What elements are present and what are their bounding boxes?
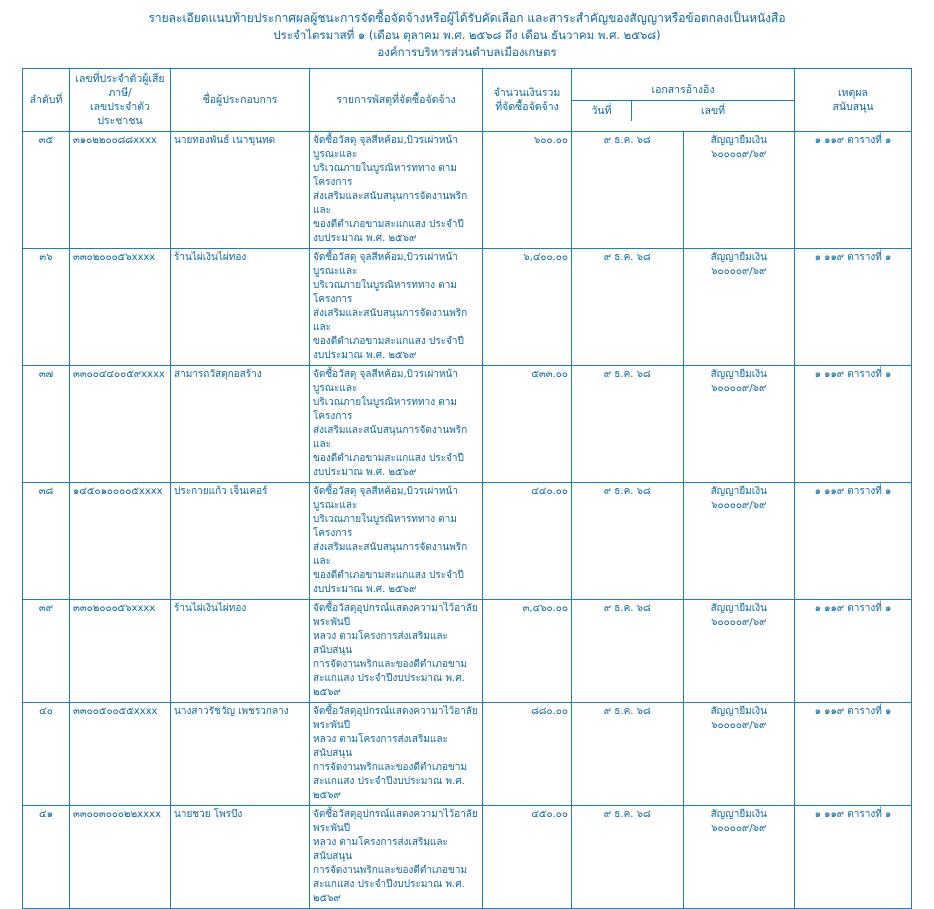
- description-line: บริเวณภายในบูรณิหารททาง ตามโครงการ: [313, 514, 457, 539]
- cell-ref-date: ๙ ธ.ค. ๖๘: [572, 366, 684, 483]
- cell-name: นางสาวรัชวัญ เพชรวกลาง: [171, 703, 310, 806]
- description-line: จัดซื้อวัสดุ จุลสีหค้อม,บิวรเผ่าหน้าบูรณะและ: [313, 486, 458, 511]
- cell-name: ร้านไผ่เงินไผ่ทอง: [171, 600, 310, 703]
- table-row: [23, 366, 912, 483]
- cell-ref-no: สัญญายืมเงิน ๖๐๐๐๐๙/๖๙: [683, 600, 795, 703]
- cell-taxid: ๓๓๐๐๓๐๐๐๒๒xxxx: [70, 806, 171, 909]
- procurement-table: [22, 68, 912, 909]
- cell-reason: ๑ ๑๑๙ ตารางที่ ๑: [795, 703, 912, 806]
- table-row: [23, 483, 912, 600]
- description-line: ของดีตำเภอขามสะแกแสง ประจำปี: [313, 336, 464, 347]
- col-header-reason: [795, 69, 912, 132]
- description-line: การจัดงานพริกและของดีตำเภอขาม: [313, 865, 468, 876]
- document-header: [22, 10, 912, 61]
- cell-name: ร้านไผ่เงินไผ่ทอง: [171, 249, 310, 366]
- col-header-amount-line2: ที่จัดซื้อจัดจ้าง: [495, 101, 559, 113]
- cell-name: นายชวย โพรบึง: [171, 806, 310, 909]
- table-header: [23, 69, 912, 132]
- cell-reason: ๑ ๑๑๙ ตารางที่ ๑: [795, 132, 912, 249]
- col-header-taxid-line2: เลขประจำตัวประชาชน: [90, 101, 150, 127]
- description-line: สะแกแสง ประจำปีงบประมาณ พ.ศ. ๒๕๖๙: [313, 776, 465, 801]
- table-row: [23, 249, 912, 366]
- description-line: งบประมาณ พ.ศ. ๒๕๖๙: [313, 467, 417, 478]
- cell-reason: ๑ ๑๑๙ ตารางที่ ๑: [795, 806, 912, 909]
- cell-description: [310, 132, 483, 249]
- cell-no: ๓๖: [23, 249, 70, 366]
- cell-description: [310, 249, 483, 366]
- cell-ref-date: ๙ ธ.ค. ๖๘: [572, 703, 684, 806]
- description-line: งบประมาณ พ.ศ. ๒๕๖๙: [313, 350, 417, 361]
- description-line: งบประมาณ พ.ศ. ๒๕๖๙: [313, 233, 417, 244]
- header-line-1: รายละเอียดแนบท้ายประกาศผลผู้ชนะการจัดซื้อจัดจ้างหรือผู้ได้รับคัดเลือก และสาระสำคัญของสัญญาหรือข้อตกลงเป็นหนังสือ: [148, 11, 786, 25]
- cell-no: ๓๘: [23, 483, 70, 600]
- cell-name: สามารถวัสดุกอสร้าง: [171, 366, 310, 483]
- col-header-amount: [483, 69, 572, 132]
- description-line: ของดีตำเภอขามสะแกแสง ประจำปี: [313, 453, 464, 464]
- table-row: [23, 806, 912, 909]
- cell-no: ๓๗: [23, 366, 70, 483]
- cell-amount: ๕๓๓.๐๐: [483, 366, 572, 483]
- table-row: [23, 132, 912, 249]
- cell-ref-no: สัญญายืมเงิน ๖๐๐๐๐๙/๖๙: [683, 132, 795, 249]
- description-line: การจัดงานพริกและของดีตำเภอขาม: [313, 659, 468, 670]
- cell-no: ๔๐: [23, 703, 70, 806]
- description-line: หลวง ตามโครงการส่งเสริมและสนับสนุน: [313, 631, 448, 656]
- description-line: บริเวณภายในบูรณิหารททาง ตามโครงการ: [313, 163, 457, 188]
- description-line: ของดีตำเภอขามสะแกแสง ประจำปี: [313, 219, 464, 230]
- cell-amount: ๘๘๐.๐๐: [483, 703, 572, 806]
- cell-name: ประกายแก้ว เจ็นเคอร์: [171, 483, 310, 600]
- description-line: จัดซื้อวัสดุ จุลสีหค้อม,บิวรเผ่าหน้าบูรณะและ: [313, 369, 458, 394]
- cell-taxid: ๓๓๐๐๔๔๐๐๕๙xxxx: [70, 366, 171, 483]
- cell-ref-no: สัญญายืมเงิน ๖๐๐๐๐๙/๖๙: [683, 703, 795, 806]
- cell-amount: ๔๔๐.๐๐: [483, 483, 572, 600]
- col-header-reference-label: เอกสารอ้างอิง: [572, 80, 794, 101]
- description-line: จัดซื้อวัสดุอุปกรณ์แสดงความาไว้อาลัยพระพันปี: [313, 603, 478, 628]
- description-line: จัดซื้อวัสดุ จุลสีหค้อม,บิวรเผ่าหน้าบูรณะและ: [313, 135, 458, 160]
- description-line: จัดซื้อวัสดุ จุลสีหค้อม,บิวรเผ่าหน้าบูรณะและ: [313, 252, 458, 277]
- cell-taxid: ๓๓๐๐๕๐๐๕๕xxxx: [70, 703, 171, 806]
- cell-reason: ๑ ๑๑๙ ตารางที่ ๑: [795, 483, 912, 600]
- header-line-3: องค์การบริหารส่วนตำบลเมืองเกษตร: [377, 45, 557, 59]
- col-header-taxid: [70, 69, 171, 132]
- description-line: บริเวณภายในบูรณิหารททาง ตามโครงการ: [313, 280, 457, 305]
- col-header-taxid-line1: เลขที่ประจำตัวผู้เสียภาษี/: [75, 73, 165, 99]
- cell-description: [310, 366, 483, 483]
- table-row: [23, 600, 912, 703]
- cell-ref-no: สัญญายืมเงิน ๖๐๐๐๐๙/๖๙: [683, 806, 795, 909]
- cell-description: [310, 483, 483, 600]
- cell-name: นายทองพันธ์ เนาขุนทด: [171, 132, 310, 249]
- col-header-ref-no: เลขที่: [700, 104, 726, 117]
- description-line: ส่งเสริมและสนับสนุนการจัดงานพริกและ: [313, 425, 468, 450]
- description-line: จัดซื้อวัสดุอุปกรณ์แสดงความาไว้อาลัยพระพันปี: [313, 809, 478, 834]
- header-line-2: ประจำไตรมาสที่ ๑ (เดือน ตุลาคม พ.ศ. ๒๕๖๘ ถึง เดือน ธันวาคม พ.ศ. ๒๕๖๘): [273, 28, 661, 42]
- cell-taxid: ๑๔๕๐๑๐๐๐๐๕xxxx: [70, 483, 171, 600]
- cell-reason: ๑ ๑๑๙ ตารางที่ ๑: [795, 366, 912, 483]
- cell-taxid: ๓๑๐๒๒๐๐๘๘xxxx: [70, 132, 171, 249]
- description-line: การจัดงานพริกและของดีตำเภอขาม: [313, 762, 468, 773]
- description-line: สะแกแสง ประจำปีงบประมาณ พ.ศ. ๒๕๖๙: [313, 673, 465, 698]
- description-line: ส่งเสริมและสนับสนุนการจัดงานพริกและ: [313, 542, 468, 567]
- cell-taxid: ๓๓๐๒๐๐๐๕๖xxxx: [70, 600, 171, 703]
- col-header-reason-line2: สนับสนุน: [832, 101, 874, 113]
- cell-no: ๔๑: [23, 806, 70, 909]
- cell-description: [310, 806, 483, 909]
- cell-amount: ๓,๔๖๐.๐๐: [483, 600, 572, 703]
- col-header-no: ลำดับที่: [23, 69, 70, 132]
- col-header-reference-group: [572, 69, 795, 132]
- description-line: ส่งเสริมและสนับสนุนการจัดงานพริกและ: [313, 308, 468, 333]
- description-line: จัดซื้อวัสดุอุปกรณ์แสดงความาไว้อาลัยพระพันปี: [313, 706, 478, 731]
- table-body: [23, 132, 912, 909]
- cell-description: [310, 703, 483, 806]
- cell-description: [310, 600, 483, 703]
- col-header-reference-subrow: [572, 101, 794, 121]
- cell-ref-date: ๙ ธ.ค. ๖๘: [572, 132, 684, 249]
- cell-ref-date: ๙ ธ.ค. ๖๘: [572, 806, 684, 909]
- description-line: งบประมาณ พ.ศ. ๒๕๖๙: [313, 584, 417, 595]
- cell-ref-no: สัญญายืมเงิน ๖๐๐๐๐๙/๖๙: [683, 249, 795, 366]
- cell-ref-date: ๙ ธ.ค. ๖๘: [572, 483, 684, 600]
- cell-no: ๓๕: [23, 132, 70, 249]
- cell-ref-date: ๙ ธ.ค. ๖๘: [572, 249, 684, 366]
- cell-no: ๓๙: [23, 600, 70, 703]
- description-line: ส่งเสริมและสนับสนุนการจัดงานพริกและ: [313, 191, 468, 216]
- description-line: บริเวณภายในบูรณิหารททาง ตามโครงการ: [313, 397, 457, 422]
- cell-amount: ๖,๔๐๐.๐๐: [483, 249, 572, 366]
- col-header-ref-date: วันที่: [572, 101, 632, 121]
- cell-taxid: ๓๓๐๒๐๐๐๕๖xxxx: [70, 249, 171, 366]
- cell-ref-date: ๙ ธ.ค. ๖๘: [572, 600, 684, 703]
- col-header-amount-line1: จำนวนเงินรวม: [493, 87, 561, 99]
- cell-amount: ๔๕๐.๐๐: [483, 806, 572, 909]
- description-line: ของดีตำเภอขามสะแกแสง ประจำปี: [313, 570, 464, 581]
- description-line: หลวง ตามโครงการส่งเสริมและสนับสนุน: [313, 837, 448, 862]
- cell-ref-no: สัญญายืมเงิน ๖๐๐๐๐๙/๖๙: [683, 366, 795, 483]
- cell-amount: ๖๐๐.๐๐: [483, 132, 572, 249]
- col-header-desc: รายการพัสดุที่จัดซื้อจัดจ้าง: [310, 69, 483, 132]
- table-row: [23, 703, 912, 806]
- cell-reason: ๑ ๑๑๙ ตารางที่ ๑: [795, 249, 912, 366]
- col-header-reason-line1: เหตุผล: [838, 87, 868, 99]
- description-line: สะแกแสง ประจำปีงบประมาณ พ.ศ. ๒๕๖๙: [313, 879, 465, 904]
- cell-reason: ๑ ๑๑๙ ตารางที่ ๑: [795, 600, 912, 703]
- col-header-name: ชื่อผู้ประกอบการ: [171, 69, 310, 132]
- description-line: หลวง ตามโครงการส่งเสริมและสนับสนุน: [313, 734, 448, 759]
- cell-ref-no: สัญญายืมเงิน ๖๐๐๐๐๙/๖๙: [683, 483, 795, 600]
